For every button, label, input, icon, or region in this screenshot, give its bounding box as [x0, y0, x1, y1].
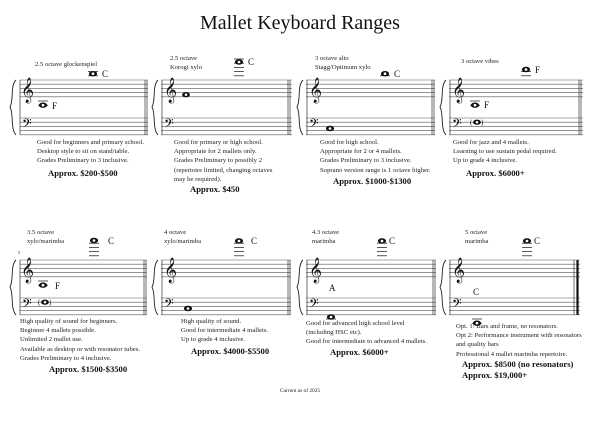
footer-note: Current as of 2025 [279, 388, 321, 394]
braces [10, 80, 446, 315]
page-title: Mallet Keyboard Ranges [200, 12, 400, 34]
price: Approx. $4000-$5500 [191, 346, 270, 356]
svg-text:𝄞: 𝄞 [21, 258, 35, 283]
instrument-description: Good for high school. Appropriate for 2 or 4 mallets. Grades Preliminary to 3 inclusive. Soprano version range is 1 octave higher. [320, 139, 431, 174]
instrument-label: 3.5 octave xylo/marimba [27, 229, 64, 245]
instrument-description: Good for advanced high school level (including HSC etc). Good for intermediate to advanced 4 mallets. [306, 320, 427, 346]
instrument-description: Good for beginners and primary school. Desktop style to sit on stand/table. Grades Preliminary to 3 inclusive. [37, 139, 144, 165]
svg-text:𝄢: 𝄢 [309, 296, 319, 314]
price: Approx. $200-$500 [48, 168, 118, 178]
svg-text:𝄞: 𝄞 [21, 78, 35, 103]
price: Approx. $1000-$1300 [333, 176, 412, 186]
instrument-label: 2.5 octave glockenspiel [35, 61, 98, 68]
low-note-label: C [473, 287, 480, 297]
low-note-label: F [52, 101, 58, 111]
price: Approx. $450 [190, 184, 240, 194]
instrument-label: 4 octave xylo/marimba [164, 229, 201, 245]
measure-number: 5 [18, 250, 21, 255]
low-note-label: A [329, 283, 336, 293]
instrument-description: Good for primary or high school. Appropriate for 2 mallets only. Grades Preliminary to possibly 2 (repertoire limited, changing octaves may be required). [174, 139, 273, 183]
high-note-label: F [535, 65, 541, 75]
svg-text:𝄢: 𝄢 [452, 296, 462, 314]
svg-text:𝄞: 𝄞 [452, 78, 466, 103]
price: Approx. $6000+ [466, 168, 525, 178]
high-note-label: C [534, 236, 541, 246]
price: Approx. $1500-$3500 [49, 364, 128, 374]
instrument-label: 4.3 octave marimba [312, 229, 340, 245]
high-note-label: C [394, 69, 401, 79]
svg-text:𝄢: 𝄢 [452, 116, 462, 134]
price: Approx. $6000+ [330, 347, 389, 357]
high-note-label: C [108, 236, 115, 246]
instrument-description: High quality of sound for beginners. Beginner 4 mallets possible. Unlimited 2 mallet use. Available as desktop or with resonator tubes. Grades Preliminary to 4 inclusive. [20, 318, 141, 362]
svg-text:𝄞: 𝄞 [164, 258, 178, 283]
svg-text:(: ( [38, 298, 41, 307]
instrument-label: 3 octave vibes [461, 58, 499, 65]
low-note-label: F [55, 281, 61, 291]
svg-text:𝄢: 𝄢 [164, 296, 174, 314]
high-note-label: C [248, 57, 255, 67]
high-note-label: C [251, 236, 258, 246]
high-note-label: C [389, 236, 396, 246]
svg-text:𝄞: 𝄞 [309, 258, 323, 283]
svg-text:𝄞: 𝄞 [452, 258, 466, 283]
svg-text:𝄢: 𝄢 [309, 116, 319, 134]
svg-text:𝄢: 𝄢 [22, 296, 32, 314]
high-note-label: C [102, 69, 109, 79]
svg-text:𝄢: 𝄢 [22, 116, 32, 134]
low-note-label: F [484, 100, 490, 110]
svg-text:(: ( [470, 118, 473, 127]
instrument-description: High quality of sound. Good for intermediate 4 mallets. Up to grade 4 inclusive. [181, 318, 269, 344]
svg-text:): ) [481, 118, 484, 127]
instrument-label: 3 octave alto Stagg/Optimum xylo [315, 55, 371, 71]
svg-text:): ) [49, 298, 52, 307]
instrument-label: 5 octave marimba [465, 229, 489, 245]
svg-text:𝄞: 𝄞 [164, 78, 178, 103]
instrument-label: 2.5 octave Korogi xylo [170, 55, 203, 71]
svg-text:𝄞: 𝄞 [309, 78, 323, 103]
svg-text:𝄢: 𝄢 [164, 116, 174, 134]
instrument-description: Good for jazz and 4 mallets. Learning to use sustain pedal required. Up to grade 4 inclusive. [453, 139, 557, 165]
price: Approx. $19,000+ [462, 370, 528, 380]
instrument-description: Opt. 1: Bars and frame, no resonators. Opt 2: Performance instrument with resonators and quality bars Professional 4 mallet marimba repertoire. [456, 323, 582, 358]
price: Approx. $8500 (no resonators) [462, 359, 574, 369]
